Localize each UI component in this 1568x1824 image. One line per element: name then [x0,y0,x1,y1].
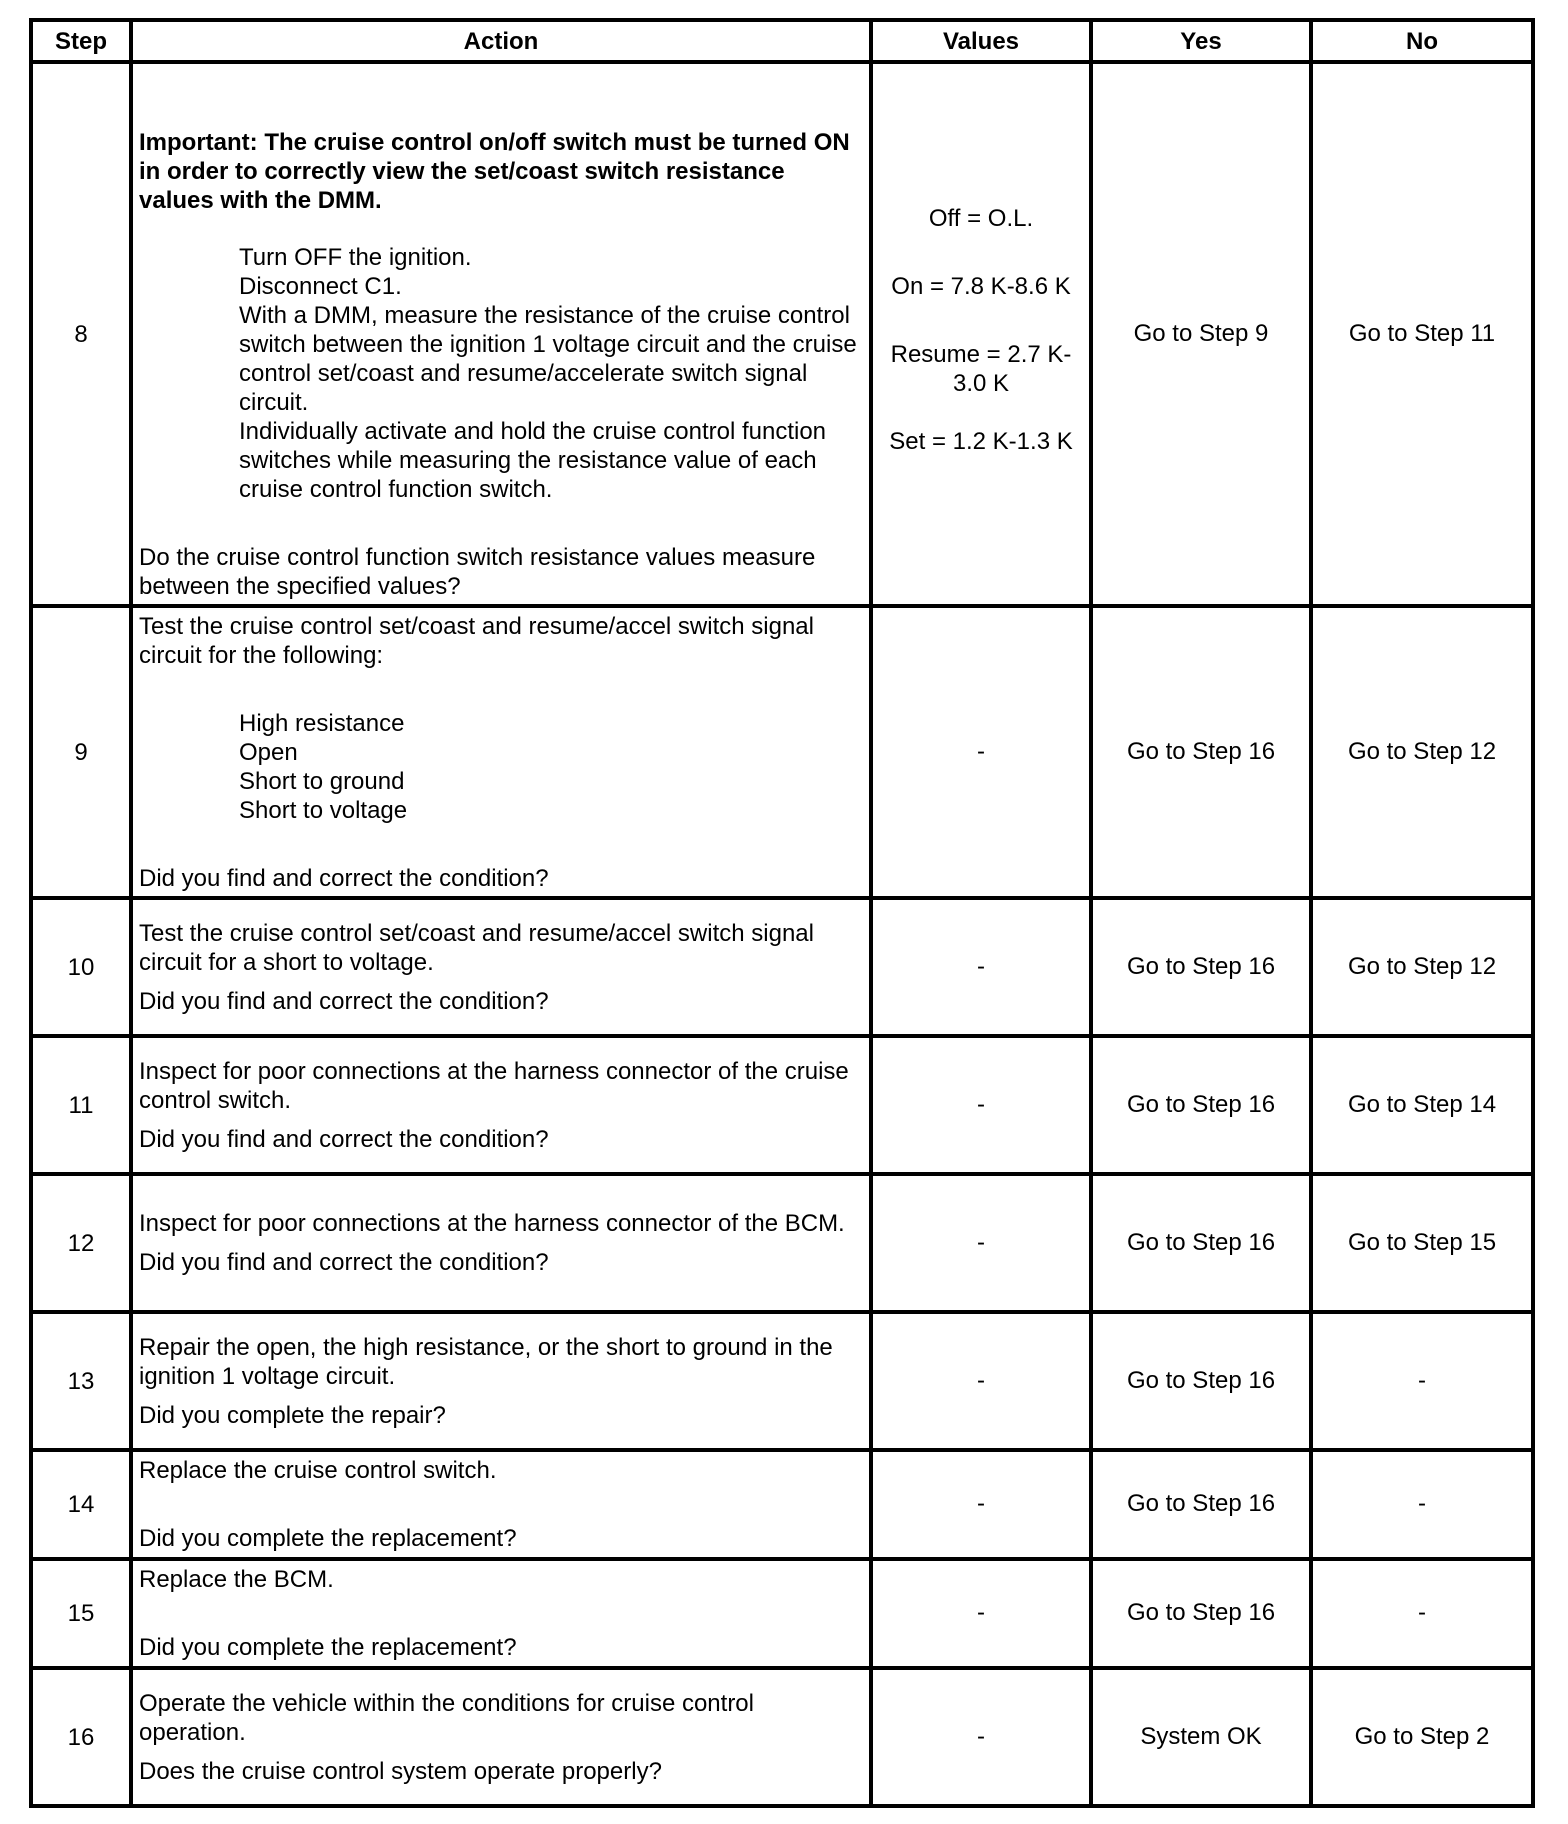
substep-item: Open [239,738,298,766]
question-text: Did you find and correct the condition? [139,987,549,1015]
substep-item: Individually activate and hold the cruise control function switches while measuring the resistance value of each cruise control function switch. [239,417,827,503]
values-cell: - [871,1312,1091,1450]
yes-cell: System OK [1091,1668,1311,1806]
step-number: 11 [31,1036,131,1174]
no-cell: - [1311,1559,1533,1668]
step-number: 8 [31,62,131,606]
action-text: Test the cruise control set/coast and resume/accel switch signal circuit for a short to voltage. [139,919,814,976]
action-cell [131,1036,871,1174]
yes-cell: Go to Step 16 [1091,1559,1311,1668]
table-row-step-15 [31,1559,1533,1668]
header-step: Step [31,20,131,62]
action-cell [131,1668,871,1806]
question-text: Did you complete the replacement? [139,1634,517,1661]
values-cell: - [871,606,1091,898]
header-row [31,20,1533,62]
value-on: On = 7.8 K-8.6 K [891,273,1071,300]
action-cell [131,1174,871,1312]
values-cell: - [871,1668,1091,1806]
substep-item: With a DMM, measure the resistance of the cruise control switch between the ignition 1 voltage circuit and the cruise control set/coast and resume/accelerate switch signal circuit. [239,301,857,416]
yes-cell: Go to Step 16 [1091,898,1311,1036]
table-row-step-9 [31,606,1533,898]
no-cell: Go to Step 11 [1311,62,1533,606]
yes-cell: Go to Step 16 [1091,1450,1311,1559]
no-cell: - [1311,1450,1533,1559]
table-row-step-16 [31,1668,1533,1806]
table-row-step-14 [31,1450,1533,1559]
action-text: Repair the open, the high resistance, or the short to ground in the ignition 1 voltage circuit. [139,1333,833,1390]
substep-list [239,709,861,825]
yes-cell: Go to Step 16 [1091,1312,1311,1450]
step-number: 13 [31,1312,131,1450]
yes-cell: Go to Step 16 [1091,606,1311,898]
table-row-step-11 [31,1036,1533,1174]
substep-item: Turn OFF the ignition. [239,243,472,271]
step-number: 15 [31,1559,131,1668]
values-cell: - [871,1559,1091,1668]
step-number: 12 [31,1174,131,1312]
values-cell [871,62,1091,606]
header-yes: Yes [1091,20,1311,62]
no-cell: - [1311,1312,1533,1450]
important-note: Important: The cruise control on/off switch must be turned ON in order to correctly view the set/coast switch resistance values with the DMM. [139,128,850,214]
yes-cell: Go to Step 16 [1091,1174,1311,1312]
step-number: 9 [31,606,131,898]
action-text: Replace the cruise control switch. [139,1457,497,1484]
values-cell: - [871,898,1091,1036]
values-cell: - [871,1036,1091,1174]
action-text: Test the cruise control set/coast and resume/accel switch signal circuit for the following: [139,612,814,669]
action-text: Replace the BCM. [139,1566,334,1593]
action-cell [131,62,871,606]
substep-item: Short to ground [239,767,405,795]
step-number: 14 [31,1450,131,1559]
question-text: Did you find and correct the condition? [139,1125,549,1153]
value-off: Off = O.L. [928,205,1034,232]
no-cell: Go to Step 12 [1311,898,1533,1036]
substep-item: Short to voltage [239,796,408,824]
action-text: Inspect for poor connections at the harness connector of the cruise control switch. [139,1057,849,1114]
header-no: No [1311,20,1533,62]
diagnostic-table [29,18,1535,1808]
header-values: Values [871,20,1091,62]
action-cell [131,1312,871,1450]
no-cell: Go to Step 2 [1311,1668,1533,1806]
question-text: Do the cruise control function switch resistance values measure between the specified values? [139,543,816,600]
action-cell [131,1450,871,1559]
action-cell [131,606,871,898]
question-text: Did you find and correct the condition? [139,864,549,892]
value-resume: Resume = 2.7 K-3.0 K [890,341,1072,397]
no-cell: Go to Step 12 [1311,606,1533,898]
question-text: Did you complete the repair? [139,1401,446,1429]
header-action: Action [131,20,871,62]
no-cell: Go to Step 15 [1311,1174,1533,1312]
substep-item: High resistance [239,709,405,737]
values-cell: - [871,1174,1091,1312]
table-row-step-8 [31,62,1533,606]
values-cell: - [871,1450,1091,1559]
table-row-step-10 [31,898,1533,1036]
action-text: Inspect for poor connections at the harness connector of the BCM. [139,1210,845,1237]
step-number: 16 [31,1668,131,1806]
question-text: Did you find and correct the condition? [139,1249,549,1276]
substep-list [239,243,861,504]
no-cell: Go to Step 14 [1311,1036,1533,1174]
question-text: Did you complete the replacement? [139,1525,517,1552]
action-text: Operate the vehicle within the conditions for cruise control operation. [139,1689,754,1746]
step-number: 10 [31,898,131,1036]
table-row-step-13 [31,1312,1533,1450]
yes-cell: Go to Step 9 [1091,62,1311,606]
action-cell [131,1559,871,1668]
substep-item: Disconnect C1. [239,272,402,300]
value-set: Set = 1.2 K-1.3 K [889,428,1073,455]
question-text: Does the cruise control system operate properly? [139,1757,662,1785]
table-row-step-12 [31,1174,1533,1312]
yes-cell: Go to Step 16 [1091,1036,1311,1174]
action-cell [131,898,871,1036]
